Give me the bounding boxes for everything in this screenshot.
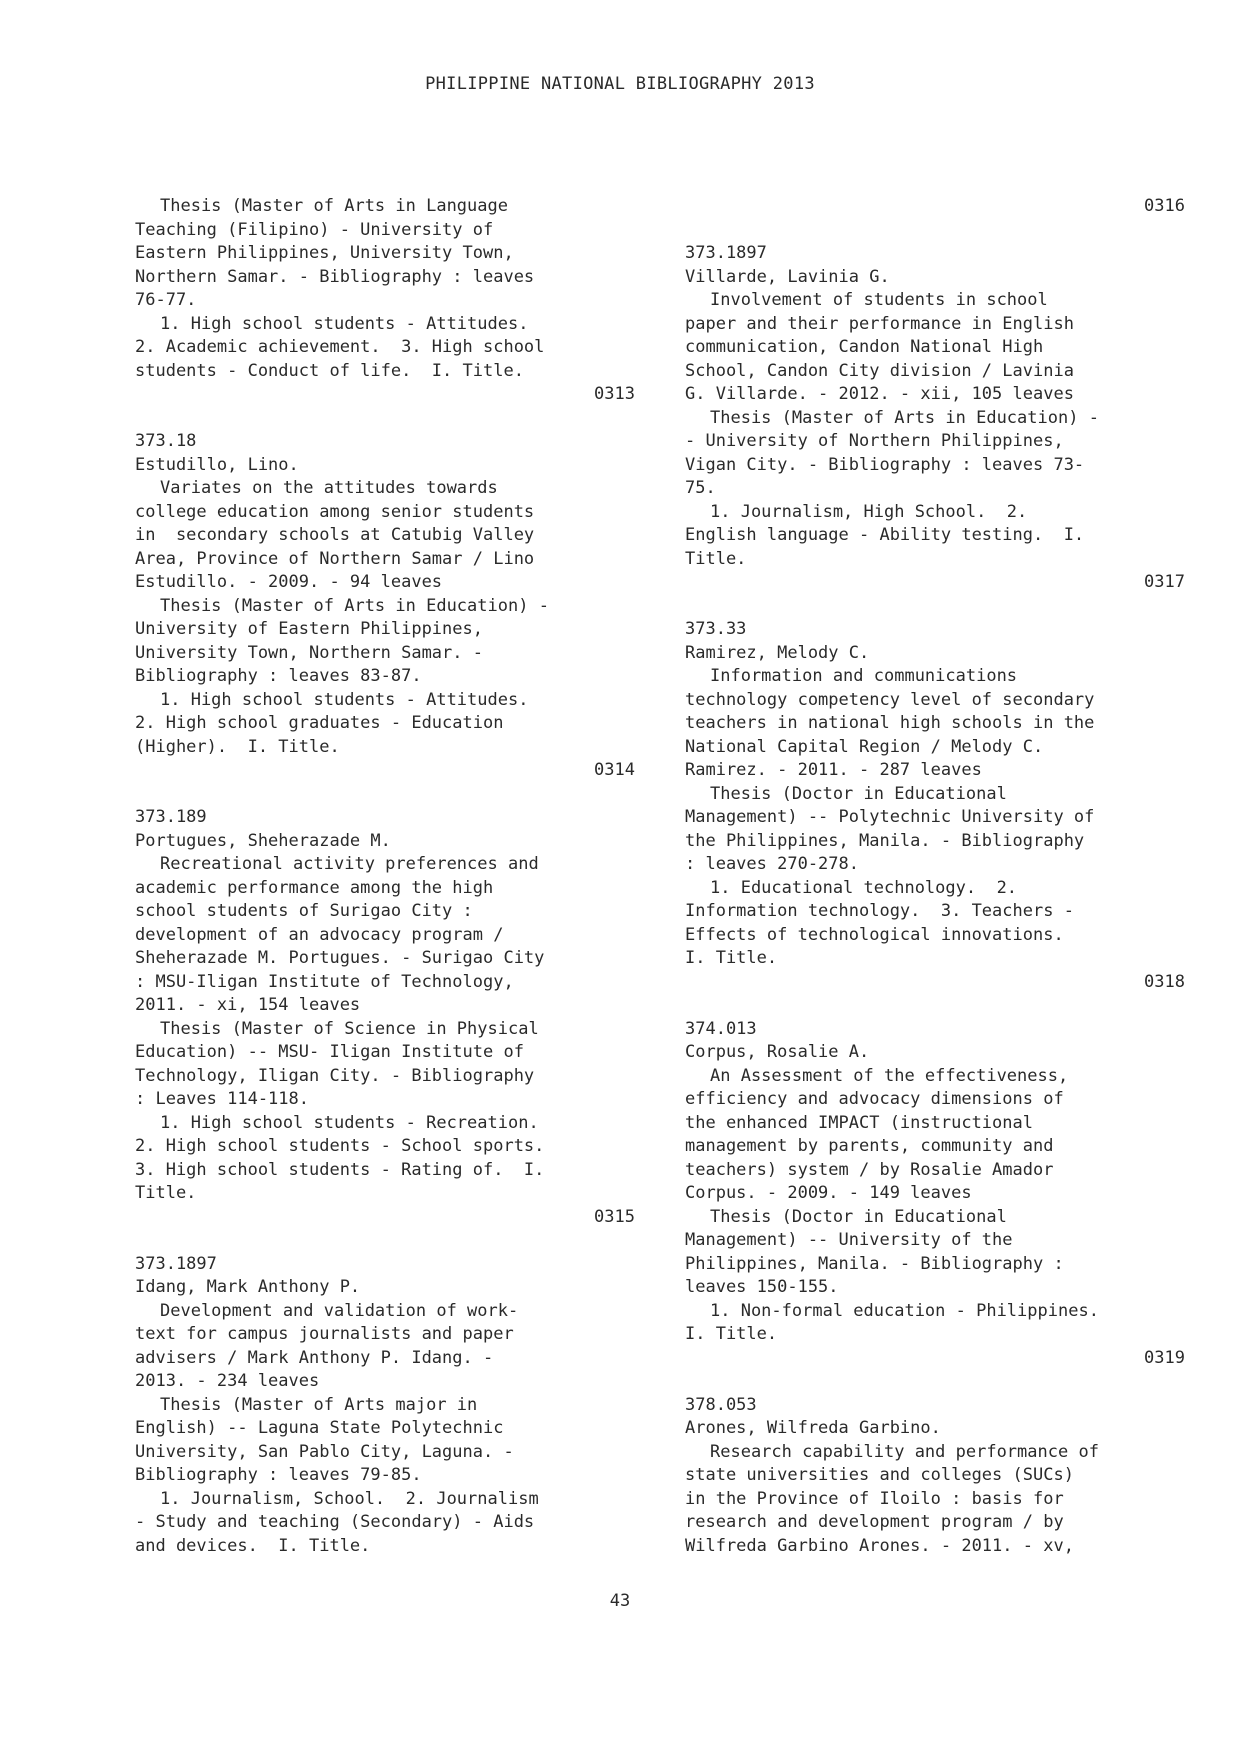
page-number: 43 — [609, 1591, 631, 1611]
bibliography-line: Bibliography : leaves 79-85. — [135, 1465, 422, 1485]
bibliography-line: Thesis (Master of Arts major in — [160, 1394, 478, 1415]
bibliography-line: research and development program / by — [685, 1512, 1064, 1532]
entry-number: 0314 — [594, 760, 635, 780]
bibliography-line: 2013. - 234 leaves — [135, 1371, 320, 1391]
bibliography-line: Title. — [685, 548, 747, 569]
bibliography-line: school students of Surigao City : — [135, 901, 473, 921]
bibliography-line: advisers / Mark Anthony P. Idang. - — [135, 1347, 494, 1368]
bibliography-line: 2011. - xi, 154 leaves — [135, 995, 361, 1015]
bibliography-line: in the Province of Iloilo : basis for — [685, 1488, 1064, 1509]
bibliography-line: 1. Journalism, High School. 2. — [710, 501, 1028, 522]
entry-separator — [685, 219, 1185, 243]
bibliography-line: Estudillo. - 2009. - 94 leaves — [135, 572, 443, 592]
entry-separator — [135, 783, 635, 807]
bibliography-line: 373.18 — [135, 431, 197, 451]
bibliography-line: 373.1897 — [135, 1253, 217, 1274]
bibliography-line: - Study and teaching (Secondary) - Aids — [135, 1512, 535, 1532]
bibliography-line: Management) -- Polytechnic University of — [685, 807, 1095, 827]
bibliography-line: text for campus journalists and paper — [135, 1324, 514, 1344]
bibliography-line: academic performance among the high — [135, 877, 494, 898]
right-column — [685, 195, 1185, 1558]
bibliography-line: Arones, Wilfreda Garbino. — [685, 1418, 941, 1438]
bibliography-line: Research capability and performance of — [710, 1441, 1099, 1462]
bibliography-line: National Capital Region / Melody C. — [685, 736, 1044, 757]
bibliography-line: teachers) system / by Rosalie Amador — [685, 1159, 1054, 1180]
entry-number: 0315 — [594, 1206, 635, 1227]
bibliography-line: efficiency and advocacy dimensions of — [685, 1089, 1064, 1109]
bibliography-line: Thesis (Master of Arts in Language — [160, 196, 508, 216]
bibliography-line: Area, Province of Northern Samar / Lino — [135, 548, 535, 569]
entry-number: 0313 — [594, 384, 635, 404]
entry-separator — [135, 1229, 635, 1253]
bibliography-line: Corpus, Rosalie A. — [685, 1042, 870, 1062]
entry-number: 0318 — [1144, 971, 1185, 992]
bibliography-line: 2. High school graduates - Education — [135, 713, 504, 733]
left-column — [135, 195, 635, 1558]
bibliography-line: An Assessment of the effectiveness, — [710, 1065, 1069, 1086]
bibliography-line: Thesis (Master of Science in Physical — [160, 1018, 539, 1039]
bibliography-line: college education among senior students — [135, 501, 535, 522]
bibliography-line: communication, Candon National High — [685, 337, 1044, 357]
bibliography-line: Involvement of students in school — [710, 290, 1048, 310]
bibliography-line: teachers in national high schools in the — [685, 713, 1095, 733]
bibliography-line: 3. High school students - Rating of. I. — [135, 1159, 545, 1180]
bibliography-line: - University of Northern Philippines, — [685, 431, 1064, 451]
bibliography-line: Variates on the attitudes towards — [160, 478, 498, 498]
bibliography-line: 373.1897 — [685, 243, 767, 263]
bibliography-line: leaves 150-155. — [685, 1277, 839, 1297]
bibliography-line: Thesis (Doctor in Educational — [710, 783, 1007, 804]
bibliography-line: the enhanced IMPACT (instructional — [685, 1112, 1033, 1133]
bibliography-line: I. Title. — [685, 948, 778, 968]
bibliography-line: G. Villarde. - 2012. - xii, 105 leaves — [685, 384, 1074, 404]
bibliography-line: state universities and colleges (SUCs) — [685, 1465, 1074, 1485]
entry-separator — [685, 595, 1185, 619]
bibliography-line: Thesis (Doctor in Educational — [710, 1206, 1007, 1227]
bibliography-line: 76-77. — [135, 290, 197, 310]
bibliography-line: Recreational activity preferences and — [160, 854, 539, 874]
bibliography-line: Effects of technological innovations. — [685, 924, 1064, 945]
bibliography-line: 1. High school students - Attitudes. — [160, 689, 529, 710]
bibliography-line: Ramirez, Melody C. — [685, 642, 870, 663]
bibliography-line: paper and their performance in English — [685, 313, 1074, 334]
bibliography-line: Sheherazade M. Portugues. - Surigao City — [135, 948, 545, 968]
bibliography-line: Thesis (Master of Arts in Education) - — [160, 595, 549, 616]
bibliography-line: Portugues, Sheherazade M. — [135, 830, 391, 851]
bibliography-line: Title. — [135, 1183, 197, 1203]
bibliography-line: 2. High school students - School sports. — [135, 1136, 545, 1156]
bibliography-line: 1. High school students - Recreation. — [160, 1112, 539, 1133]
bibliography-line: 2. Academic achievement. 3. High school — [135, 337, 545, 357]
bibliography-line: and devices. I. Title. — [135, 1535, 371, 1556]
bibliography-line: 75. — [685, 478, 716, 498]
bibliography-line: Thesis (Master of Arts in Education) - — [710, 407, 1099, 428]
bibliography-line: Information and communications — [710, 666, 1018, 686]
bibliography-line: Information technology. 3. Teachers - — [685, 901, 1074, 921]
bibliography-line: : Leaves 114-118. — [135, 1089, 309, 1109]
bibliography-line: Education) -- MSU- Iligan Institute of — [135, 1042, 524, 1062]
bibliography-line: : MSU-Iligan Institute of Technology, — [135, 971, 514, 992]
bibliography-line: development of an advocacy program / — [135, 924, 504, 945]
entry-separator — [135, 407, 635, 431]
bibliography-line: Technology, Iligan City. - Bibliography — [135, 1065, 535, 1086]
bibliography-line: English language - Ability testing. I. — [685, 525, 1085, 545]
bibliography-line: 378.053 — [685, 1394, 757, 1415]
bibliography-line: the Philippines, Manila. - Bibliography — [685, 830, 1085, 851]
entry-number: 0317 — [1144, 572, 1185, 592]
bibliography-line: management by parents, community and — [685, 1136, 1054, 1156]
bibliography-line: (Higher). I. Title. — [135, 736, 340, 757]
bibliography-line: in secondary schools at Catubig Valley — [135, 525, 535, 545]
bibliography-line: University, San Pablo City, Laguna. - — [135, 1441, 514, 1462]
bibliography-line: Estudillo, Lino. — [135, 454, 299, 475]
bibliography-line: Philippines, Manila. - Bibliography : — [685, 1253, 1064, 1274]
bibliography-line: 1. Educational technology. 2. — [710, 877, 1018, 898]
bibliography-line: Northern Samar. - Bibliography : leaves — [135, 266, 535, 287]
bibliography-line: Eastern Philippines, University Town, — [135, 243, 514, 263]
bibliography-line: University of Eastern Philippines, — [135, 619, 483, 639]
bibliography-line: 1. High school students - Attitudes. — [160, 313, 529, 334]
bibliography-line: Bibliography : leaves 83-87. — [135, 666, 422, 686]
bibliography-line: Ramirez. - 2011. - 287 leaves — [685, 760, 982, 780]
bibliography-line: students - Conduct of life. I. Title. — [135, 360, 524, 381]
bibliography-line: Teaching (Filipino) - University of — [135, 219, 494, 240]
bibliography-line: 1. Non-formal education - Philippines. — [710, 1300, 1099, 1321]
bibliography-line: Development and validation of work- — [160, 1300, 519, 1321]
entry-separator — [685, 1370, 1185, 1394]
bibliography-line: 373.189 — [135, 807, 207, 827]
bibliography-line: I. Title. — [685, 1324, 778, 1344]
bibliography-line: 1. Journalism, School. 2. Journalism — [160, 1488, 539, 1509]
entry-number: 0319 — [1144, 1347, 1185, 1368]
page-header-title: PHILIPPINE NATIONAL BIBLIOGRAPHY 2013 — [425, 74, 815, 94]
entry-number: 0316 — [1144, 196, 1185, 216]
bibliography-line: English) -- Laguna State Polytechnic — [135, 1418, 504, 1438]
bibliography-line: Corpus. - 2009. - 149 leaves — [685, 1183, 972, 1203]
bibliography-line: Idang, Mark Anthony P. — [135, 1277, 361, 1297]
bibliography-line: University Town, Northern Samar. - — [135, 642, 483, 663]
bibliography-line: Wilfreda Garbino Arones. - 2011. - xv, — [685, 1535, 1074, 1556]
bibliography-line: Vigan City. - Bibliography : leaves 73- — [685, 454, 1085, 475]
bibliography-line: technology competency level of secondary — [685, 689, 1095, 710]
bibliography-line: Management) -- University of the — [685, 1230, 1013, 1250]
bibliography-line: Villarde, Lavinia G. — [685, 266, 890, 287]
entry-separator — [685, 994, 1185, 1018]
bibliography-line: : leaves 270-278. — [685, 854, 859, 874]
bibliography-line: 373.33 — [685, 619, 747, 639]
bibliography-line: School, Candon City division / Lavinia — [685, 360, 1074, 381]
bibliography-line: 374.013 — [685, 1018, 757, 1039]
